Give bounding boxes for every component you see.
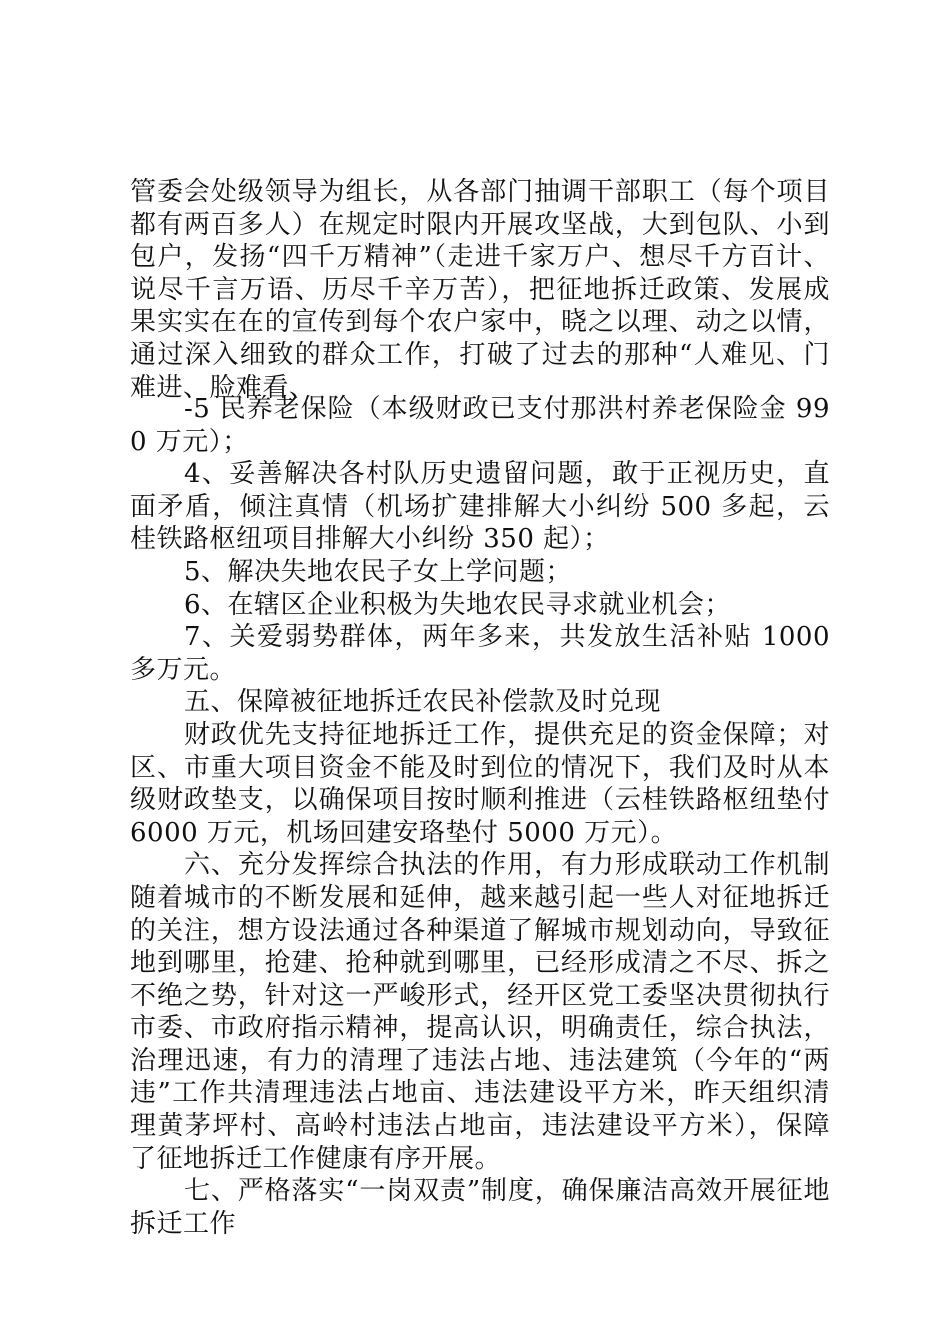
paragraph-continued: 管委会处级领导为组长，从各部门抽调干部职工（每个项目都有两百多人）在规定时限内开展攻坚战，大到包队、小到包户，发扬“四千万精神”（走进千家万户、想尽千方百计、说尽千言万语、历尽千辛万苦），把征地拆迁政策、发展成果实实在在的宣传到每个农户家中，晓之以理、动之以情，通过深入细致的群众工作，打破了过去的那种“人难见、门难进、脸难看、 — [130, 177, 830, 403]
paragraph-item-7: 7、关爱弱势群体，两年多来，共发放生活补贴 1000 多万元。 — [130, 622, 830, 685]
section-heading-7: 七、严格落实“一岗双责”制度，确保廉洁高效开展征地拆迁工作 — [130, 1176, 830, 1239]
section-heading-6: 六、充分发挥综合执法的作用，有力形成联动工作机制随着城市的不断发展和延伸，越来越引起一些人对征地拆迁的关注，想方设法通过各种渠道了解城市规划动向，导致征地到哪里，抢建、抢种就到哪里，已经形成清之不尽、拆之不绝之势，针对这一严峻形式，经开区党工委坚决贯彻执行市委、市政府指示精神，提高认识，明确责任，综合执法，治理迅速，有力的清理了违法占地、违法建筑（今年的“两违”工作共清理违法占地亩、违法建设平方米，昨天组织清理黄茅坪村、高岭村违法占地亩，违法建设平方米），保障了征地拆迁工作健康有序开展。 — [130, 850, 830, 1174]
paragraph-finance: 财政优先支持征地拆迁工作，提供充足的资金保障；对区、市重大项目资金不能及时到位的情况下，我们及时从本级财政垫支，以确保项目按时顺利推进（云桂铁路枢纽垫付 6000 万元，机场回建安珞垫付 5000 万元）。 — [130, 719, 830, 848]
main-text-body — [130, 393, 830, 1240]
paragraph-item-6: 6、在辖区企业积极为失地农民寻求就业机会； — [184, 589, 732, 620]
paragraph-item-4: 4、妥善解决各村队历史遗留问题，敢于正视历史，直面矛盾，倾注真情（机场扩建排解大小纠纷 500 多起，云桂铁路枢纽项目排解大小纠纷 350 起）； — [130, 459, 830, 555]
section-heading-5: 五、保障被征地拆迁农民补偿款及时兑现 — [184, 687, 662, 718]
paragraph-item-5: 5、解决失地农民子女上学问题； — [184, 556, 573, 587]
top-text-fragment — [130, 176, 830, 404]
paragraph-pension: -5 民养老保险（本级财政已支付那洪村养老保险金 990 万元）； — [130, 394, 830, 457]
